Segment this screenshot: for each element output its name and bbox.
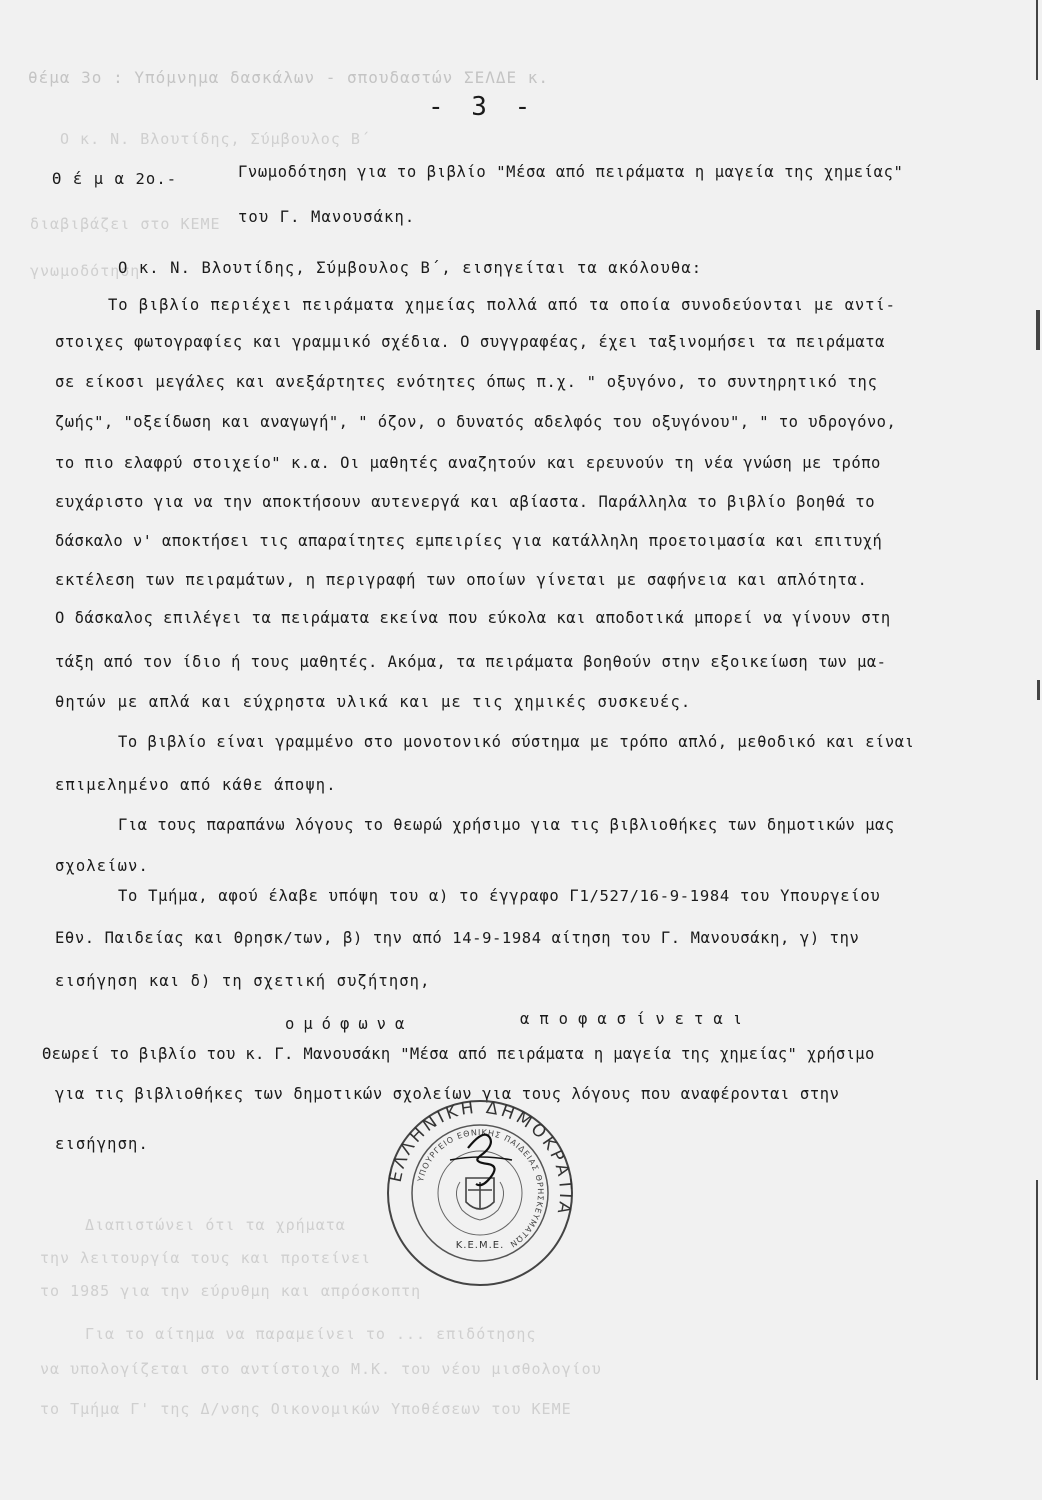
stamp-inner-text: ΥΠΟΥΡΓΕΙΟ ΕΘΝΙΚΗΣ ΠΑΙΔΕΙΑΣ ΘΡΗΣΚΕΥΜΑΤΩΝ [416, 1127, 546, 1250]
paragraph-line: Για τους παραπάνω λόγους το θεωρώ χρήσιμο για τις βιβλιοθήκες των δημοτικών μας [118, 816, 895, 834]
bleed-through-text: Διαπιστώνει ότι τα χρήματα [85, 1216, 346, 1234]
bleed-through-text: Για το αίτημα να παραμείνει το ... επιδότησης [85, 1325, 537, 1343]
decision-intro-line: Το Τμήμα, αφού έλαβε υπόψη του α) το έγγραφο Γ1/527/16-9-1984 του Υπουργείου [118, 887, 881, 905]
scan-edge-mark [1036, 0, 1038, 80]
body-line: εκτέλεση των πειραμάτων, η περιγραφή των οποίων γίνεται με σαφήνεια και απλότητα. [55, 571, 868, 589]
scan-edge-mark [1037, 680, 1040, 700]
body-line: ζωής", "οξείδωση και αναγωγή", " όζον, ο δυνατός αδελφός του οξυγόνου", " το υδρογόνο, [55, 413, 897, 431]
decision-line: εισήγηση. [55, 1135, 149, 1153]
topic-title-line: Γνωμοδότηση για το βιβλίο "Μέσα από πειράματα η μαγεία της χημείας" [238, 163, 904, 181]
topic-title-line: του Γ. Μανουσάκη. [238, 208, 416, 226]
decision-intro-line: εισήγηση και δ) τη σχετική συζήτηση, [55, 972, 431, 990]
body-line: τάξη από τον ίδιο ή τους μαθητές. Ακόμα, τα πειράματα βοηθούν στην εξοικείωση των μα- [55, 653, 887, 671]
body-line: Το βιβλίο περιέχει πειράματα χημείας πολλά από τα οποία συνοδεύονται με αντί- [108, 296, 896, 314]
bleed-through-text: θέμα 3ο : Υπόμνημα δασκάλων - σπουδαστών ΣΕΛΔΕ κ. [28, 68, 550, 87]
bleed-through-text: Ο κ. Ν. Βλουτίδης, Σύμβουλος Β΄ [60, 130, 371, 148]
body-line: ευχάριστο για να την αποκτήσουν αυτενεργά και αβίαστα. Παράλληλα το βιβλίο βοηθά το [55, 493, 876, 511]
scan-edge-mark [1036, 1180, 1038, 1380]
stamp-bottom-text: Κ.Ε.Μ.Ε. [455, 1240, 505, 1251]
scan-edge-mark [1036, 310, 1040, 350]
body-line: στοιχες φωτογραφίες και γραμμικό σχέδια. Ο συγγραφέας, έχει ταξινομήσει τα πειράματα [55, 333, 886, 351]
bleed-through-text: να υπολογίζεται στο αντίστοιχο Μ.Κ. του νέου μισθολογίου [40, 1360, 602, 1378]
page-number: - 3 - [428, 92, 537, 122]
paragraph-line: επιμελημένο από κάθε άποψη. [55, 776, 337, 794]
bleed-through-text: το 1985 για την εύρυθμη και απρόσκοπτη [40, 1282, 422, 1300]
decides-word: αποφασίνεται [520, 1010, 752, 1028]
body-line: δάσκαλο ν' αποκτήσει τις απαραίτητες εμπειρίες για κατάλληλη προετοιμασία και επιτυχή [55, 532, 883, 550]
decision-intro-line: Εθν. Παιδείας και Θρησκ/των, β) την από 14-9-1984 αίτηση του Γ. Μανουσάκη, γ) την [55, 929, 860, 947]
intro-line: Ο κ. Ν. Βλουτίδης, Σύμβουλος Β΄, εισηγείται τα ακόλουθα: [118, 259, 703, 277]
body-line: σε είκοσι μεγάλες και ανεξάρτητες ενότητες όπως π.χ. " οξυγόνο, το συντηρητικό της [55, 373, 878, 391]
bleed-through-text: το Τμήμα Γ' της Δ/νσης Οικονομικών Υποθέσεων του ΚΕΜΕ [40, 1400, 572, 1418]
bleed-through-text: γνωμοδότηση [30, 262, 141, 280]
body-line: το πιο ελαφρύ στοιχείο" κ.α. Οι μαθητές αναζητούν και ερευνούν τη νέα γνώση με τρόπο [55, 454, 881, 472]
bleed-through-text: την λειτουργία τους και προτείνει [40, 1249, 372, 1267]
body-line: θητών με απλά και εύχρηστα υλικά και με τις χημικές συσκευές. [55, 693, 692, 711]
body-line: Ο δάσκαλος επιλέγει τα πειράματα εκείνα που εύκολα και αποδοτικά μπορεί να γίνουν στη [55, 609, 891, 627]
decision-line: Θεωρεί το βιβλίο του κ. Γ. Μανουσάκη "Μέσα από πειράματα η μαγεία της χημείας" χρήσιμο [42, 1045, 875, 1063]
paragraph-line: σχολείων. [55, 857, 149, 875]
stamp-outer-text: ΕΛΛΗΝΙΚΗ ΔΗΜΟΚΡΑΤΙΑ [385, 1098, 576, 1219]
decision-line: για τις βιβλιοθήκες των δημοτικών σχολείων για τους λόγους που αναφέρονται στην [55, 1085, 840, 1103]
unanimous-word: ομόφωνα [285, 1015, 414, 1033]
official-stamp [380, 1098, 580, 1288]
topic-label: Θ έ μ α 2ο.- [52, 170, 178, 188]
paragraph-line: Το βιβλίο είναι γραμμένο στο μονοτονικό σύστημα με τρόπο απλό, μεθοδικό και είναι [118, 733, 915, 751]
bleed-through-text: διαβιβάζει στο ΚΕΜΕ [30, 215, 221, 233]
